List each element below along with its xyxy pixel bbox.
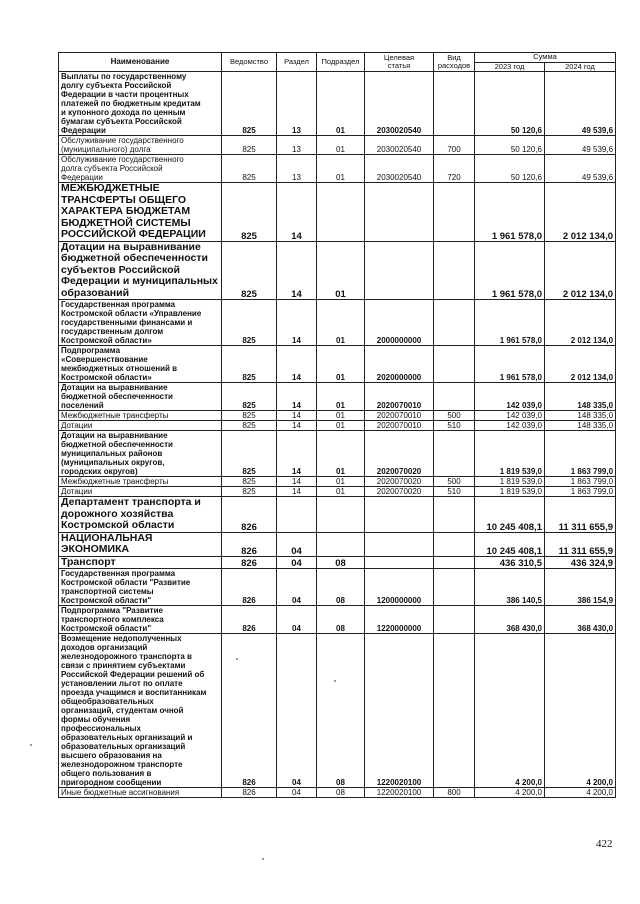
cell-sum-2023: 1 961 578,0 <box>475 183 545 242</box>
cell-name: Подпрограмма "Развитие транспортного комплекса Костромской области" <box>59 606 222 634</box>
cell-razdel: 04 <box>277 556 317 569</box>
cell-name: Обслуживание государственного (муниципального) долга <box>59 136 222 155</box>
cell-vedomstvo: 825 <box>222 346 277 383</box>
cell-vid <box>434 241 475 300</box>
cell-vedomstvo: 825 <box>222 421 277 431</box>
cell-razdel: 14 <box>277 411 317 421</box>
cell-razdel: 04 <box>277 606 317 634</box>
cell-sum-2023: 4 200,0 <box>475 634 545 788</box>
cell-razdel: 14 <box>277 383 317 411</box>
table-row <box>59 569 616 606</box>
cell-vid <box>434 346 475 383</box>
cell-razdel: 13 <box>277 155 317 183</box>
cell-name: Межбюджетные трансферты <box>59 411 222 421</box>
cell-celevaya <box>365 497 434 533</box>
cell-vedomstvo: 825 <box>222 411 277 421</box>
cell-razdel: 14 <box>277 477 317 487</box>
cell-razdel: 14 <box>277 431 317 477</box>
cell-vedomstvo: 825 <box>222 383 277 411</box>
cell-sum-2024: 49 539,6 <box>545 72 616 136</box>
cell-sum-2024: 148 335,0 <box>545 411 616 421</box>
table-row <box>59 421 616 431</box>
cell-sum-2023: 1 819 539,0 <box>475 477 545 487</box>
cell-celevaya: 2030020540 <box>365 72 434 136</box>
header-razdel: Раздел <box>277 53 317 72</box>
table-header <box>59 53 616 72</box>
cell-podrazdel: 01 <box>317 241 365 300</box>
cell-razdel: 14 <box>277 487 317 497</box>
table-row <box>59 411 616 421</box>
header-year-2: 2024 год <box>545 62 616 72</box>
cell-celevaya: 2020070020 <box>365 487 434 497</box>
cell-vid: 800 <box>434 788 475 798</box>
cell-sum-2023: 142 039,0 <box>475 411 545 421</box>
cell-celevaya <box>365 183 434 242</box>
header-name: Наименование <box>59 53 222 72</box>
cell-name: Дотации <box>59 487 222 497</box>
cell-celevaya: 2020070010 <box>365 383 434 411</box>
scan-speck <box>334 680 336 682</box>
cell-sum-2023: 436 310,5 <box>475 556 545 569</box>
table-row <box>59 788 616 798</box>
cell-vedomstvo: 825 <box>222 477 277 487</box>
table-body <box>59 72 616 798</box>
cell-name: Дотации на выравнивание бюджетной обеспеченности субъектов Российской Федерации и муниципальных образований <box>59 241 222 300</box>
cell-vid: 500 <box>434 411 475 421</box>
cell-razdel: 14 <box>277 300 317 346</box>
table-row <box>59 497 616 533</box>
cell-vid <box>434 556 475 569</box>
scan-speck <box>262 858 264 860</box>
cell-name: Транспорт <box>59 556 222 569</box>
cell-sum-2023: 10 245 408,1 <box>475 497 545 533</box>
cell-sum-2024: 2 012 134,0 <box>545 241 616 300</box>
cell-vid: 510 <box>434 487 475 497</box>
cell-podrazdel: 01 <box>317 383 365 411</box>
table-row <box>59 487 616 497</box>
table-row <box>59 431 616 477</box>
table-row <box>59 477 616 487</box>
cell-podrazdel: 01 <box>317 421 365 431</box>
cell-sum-2024: 49 539,6 <box>545 155 616 183</box>
cell-sum-2023: 142 039,0 <box>475 421 545 431</box>
cell-vid <box>434 532 475 556</box>
cell-sum-2023: 1 819 539,0 <box>475 431 545 477</box>
cell-vedomstvo: 826 <box>222 606 277 634</box>
cell-razdel: 14 <box>277 241 317 300</box>
cell-vid: 700 <box>434 136 475 155</box>
cell-sum-2024: 2 012 134,0 <box>545 346 616 383</box>
table-row <box>59 136 616 155</box>
cell-vid <box>434 300 475 346</box>
cell-podrazdel: 01 <box>317 72 365 136</box>
cell-sum-2024: 11 311 655,9 <box>545 497 616 533</box>
cell-vedomstvo: 826 <box>222 569 277 606</box>
cell-sum-2024: 4 200,0 <box>545 788 616 798</box>
cell-vedomstvo: 826 <box>222 532 277 556</box>
cell-vedomstvo: 826 <box>222 556 277 569</box>
cell-podrazdel: 01 <box>317 431 365 477</box>
cell-razdel: 14 <box>277 346 317 383</box>
cell-celevaya: 2020070020 <box>365 431 434 477</box>
cell-razdel <box>277 497 317 533</box>
cell-vid <box>434 431 475 477</box>
cell-podrazdel: 01 <box>317 155 365 183</box>
cell-podrazdel <box>317 183 365 242</box>
cell-vedomstvo: 825 <box>222 72 277 136</box>
cell-name: Межбюджетные трансферты <box>59 477 222 487</box>
header-vid: Вид расходов <box>434 53 475 72</box>
cell-podrazdel <box>317 497 365 533</box>
cell-sum-2024: 368 430,0 <box>545 606 616 634</box>
cell-vid: 510 <box>434 421 475 431</box>
table-row <box>59 606 616 634</box>
table-row <box>59 183 616 242</box>
header-vedomstvo: Ведомство <box>222 53 277 72</box>
cell-podrazdel: 08 <box>317 606 365 634</box>
table-row <box>59 155 616 183</box>
cell-celevaya: 2030020540 <box>365 155 434 183</box>
cell-name: Подпрограмма «Совершенствование межбюджетных отношений в Костромской области» <box>59 346 222 383</box>
cell-name: Дотации на выравнивание бюджетной обеспеченности поселений <box>59 383 222 411</box>
cell-vedomstvo: 825 <box>222 241 277 300</box>
cell-sum-2023: 1 961 578,0 <box>475 300 545 346</box>
cell-podrazdel: 08 <box>317 556 365 569</box>
cell-vid <box>434 606 475 634</box>
table-row <box>59 72 616 136</box>
cell-razdel: 13 <box>277 136 317 155</box>
cell-celevaya: 2030020540 <box>365 136 434 155</box>
cell-vid <box>434 383 475 411</box>
cell-sum-2024: 1 863 799,0 <box>545 431 616 477</box>
cell-vid <box>434 569 475 606</box>
table-row <box>59 556 616 569</box>
cell-vedomstvo: 825 <box>222 183 277 242</box>
cell-razdel: 04 <box>277 532 317 556</box>
cell-celevaya: 2020070020 <box>365 477 434 487</box>
cell-podrazdel: 01 <box>317 300 365 346</box>
table-row <box>59 634 616 788</box>
cell-celevaya <box>365 241 434 300</box>
cell-name: Дотации <box>59 421 222 431</box>
cell-podrazdel: 08 <box>317 569 365 606</box>
cell-sum-2024: 1 863 799,0 <box>545 487 616 497</box>
cell-vid <box>434 72 475 136</box>
cell-vedomstvo: 825 <box>222 487 277 497</box>
cell-razdel: 14 <box>277 183 317 242</box>
cell-name: Государственная программа Костромской области «Управление государственными финансами и государственным долгом Костромской области» <box>59 300 222 346</box>
budget-table-sheet <box>58 52 615 798</box>
header-summa: Сумма <box>475 53 616 63</box>
cell-celevaya: 1220020100 <box>365 788 434 798</box>
cell-sum-2024: 4 200,0 <box>545 634 616 788</box>
cell-razdel: 04 <box>277 788 317 798</box>
cell-podrazdel: 01 <box>317 477 365 487</box>
cell-vid: 500 <box>434 477 475 487</box>
cell-name: Государственная программа Костромской области "Развитие транспортной системы Костромской области" <box>59 569 222 606</box>
cell-vid <box>434 497 475 533</box>
cell-celevaya <box>365 556 434 569</box>
page-number: 422 <box>596 838 613 850</box>
table-row <box>59 300 616 346</box>
cell-vid: 720 <box>434 155 475 183</box>
cell-celevaya: 2020000000 <box>365 346 434 383</box>
cell-razdel: 14 <box>277 421 317 431</box>
header-celevaya: Целевая статья <box>365 53 434 72</box>
cell-celevaya <box>365 532 434 556</box>
cell-vedomstvo: 826 <box>222 788 277 798</box>
cell-podrazdel: 01 <box>317 487 365 497</box>
cell-celevaya: 2020070010 <box>365 421 434 431</box>
cell-sum-2023: 50 120,6 <box>475 72 545 136</box>
cell-vedomstvo: 826 <box>222 634 277 788</box>
cell-podrazdel: 08 <box>317 634 365 788</box>
cell-vedomstvo: 825 <box>222 136 277 155</box>
header-podrazdel: Подраздел <box>317 53 365 72</box>
cell-name: Обслуживание государственного долга субъекта Российской Федерации <box>59 155 222 183</box>
cell-sum-2023: 1 961 578,0 <box>475 346 545 383</box>
cell-celevaya: 1220000000 <box>365 606 434 634</box>
table-row <box>59 383 616 411</box>
cell-sum-2023: 1 819 539,0 <box>475 487 545 497</box>
cell-vid <box>434 183 475 242</box>
scan-speck <box>236 658 238 660</box>
cell-celevaya: 1220020100 <box>365 634 434 788</box>
budget-table <box>58 52 616 798</box>
cell-sum-2024: 2 012 134,0 <box>545 300 616 346</box>
cell-name: Возмещение недополученных доходов организаций железнодорожного транспорта в связи с принятием субъектами Российской Федерации решений об установлении льгот по оплате проезда учащимся и воспитанникам общеобразовательных организаций, студентам очной формы обучения профессиональных образовательных организаций и образовательных организаций высшего образования на железнодорожном транспорте общего пользования в пригородном сообщении <box>59 634 222 788</box>
cell-sum-2024: 2 012 134,0 <box>545 183 616 242</box>
cell-podrazdel: 01 <box>317 136 365 155</box>
cell-name: НАЦИОНАЛЬНАЯ ЭКОНОМИКА <box>59 532 222 556</box>
table-row <box>59 346 616 383</box>
cell-celevaya: 2000000000 <box>365 300 434 346</box>
cell-sum-2024: 148 335,0 <box>545 421 616 431</box>
cell-celevaya: 1200000000 <box>365 569 434 606</box>
cell-sum-2024: 11 311 655,9 <box>545 532 616 556</box>
cell-podrazdel <box>317 532 365 556</box>
cell-vedomstvo: 825 <box>222 431 277 477</box>
cell-sum-2023: 10 245 408,1 <box>475 532 545 556</box>
cell-sum-2024: 148 335,0 <box>545 383 616 411</box>
cell-razdel: 13 <box>277 72 317 136</box>
cell-vedomstvo: 825 <box>222 300 277 346</box>
header-year-1: 2023 год <box>475 62 545 72</box>
cell-sum-2023: 50 120,6 <box>475 136 545 155</box>
cell-name: Иные бюджетные ассигнования <box>59 788 222 798</box>
table-row <box>59 241 616 300</box>
cell-name: Выплаты по государственному долгу субъекта Российской Федерации в части процентных платежей по бюджетным кредитам и купонного дохода по ценным бумагам субъекта Российской Федерации <box>59 72 222 136</box>
scan-speck <box>30 744 32 746</box>
cell-sum-2023: 50 120,6 <box>475 155 545 183</box>
cell-vedomstvo: 826 <box>222 497 277 533</box>
cell-razdel: 04 <box>277 634 317 788</box>
cell-sum-2023: 368 430,0 <box>475 606 545 634</box>
cell-name: МЕЖБЮДЖЕТНЫЕ ТРАНСФЕРТЫ ОБЩЕГО ХАРАКТЕРА БЮДЖЕТАМ БЮДЖЕТНОЙ СИСТЕМЫ РОССИЙСКОЙ ФЕДЕРАЦИИ <box>59 183 222 242</box>
cell-podrazdel: 08 <box>317 788 365 798</box>
cell-podrazdel: 01 <box>317 346 365 383</box>
cell-sum-2023: 1 961 578,0 <box>475 241 545 300</box>
table-row <box>59 532 616 556</box>
cell-celevaya: 2020070010 <box>365 411 434 421</box>
cell-podrazdel: 01 <box>317 411 365 421</box>
cell-name: Департамент транспорта и дорожного хозяйства Костромской области <box>59 497 222 533</box>
cell-sum-2024: 436 324,9 <box>545 556 616 569</box>
cell-razdel: 04 <box>277 569 317 606</box>
cell-sum-2023: 4 200,0 <box>475 788 545 798</box>
cell-sum-2023: 386 140,5 <box>475 569 545 606</box>
cell-vid <box>434 634 475 788</box>
cell-vedomstvo: 825 <box>222 155 277 183</box>
cell-name: Дотации на выравнивание бюджетной обеспеченности муниципальных районов (муниципальных округов, городских округов) <box>59 431 222 477</box>
cell-sum-2023: 142 039,0 <box>475 383 545 411</box>
cell-sum-2024: 49 539,6 <box>545 136 616 155</box>
cell-sum-2024: 386 154,9 <box>545 569 616 606</box>
cell-sum-2024: 1 863 799,0 <box>545 477 616 487</box>
